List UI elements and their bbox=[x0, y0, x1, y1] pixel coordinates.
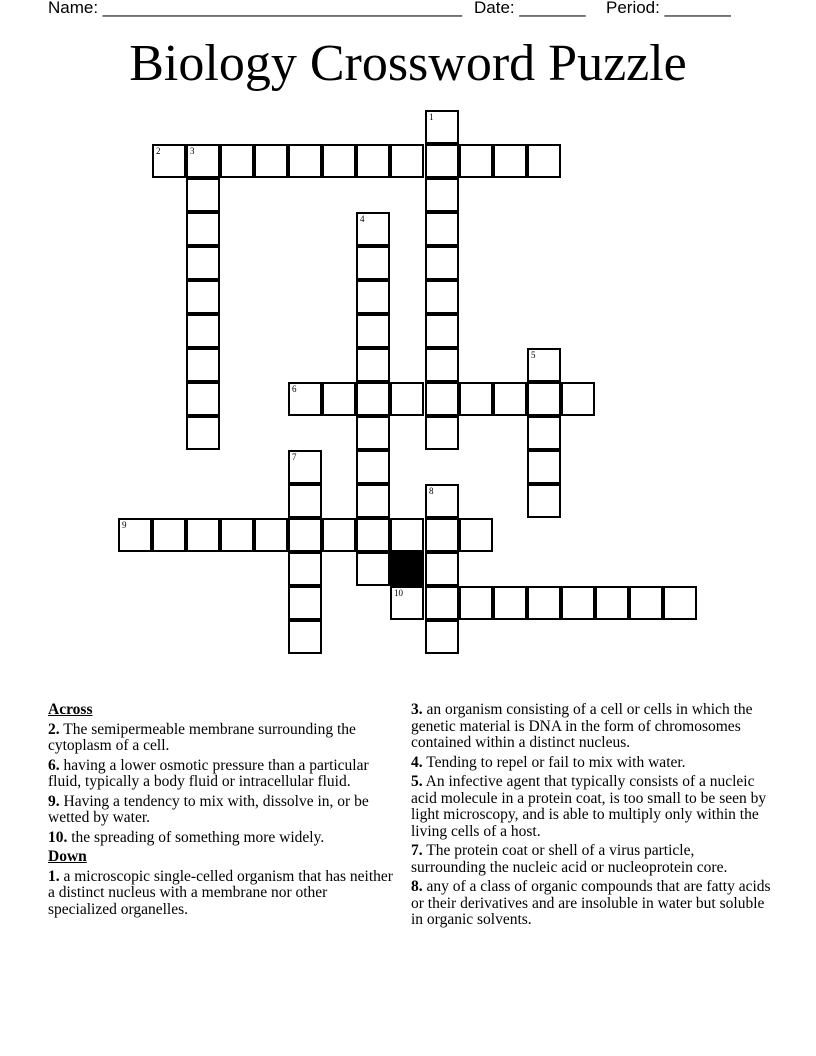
crossword-cell[interactable] bbox=[663, 586, 697, 620]
crossword-cell[interactable] bbox=[322, 144, 356, 178]
crossword-cell[interactable] bbox=[459, 586, 493, 620]
crossword-cell[interactable] bbox=[527, 348, 561, 382]
across-clue-6 bbox=[48, 758, 393, 791]
period-field-label[interactable]: Period: _______ bbox=[606, 0, 731, 17]
crossword-cell[interactable] bbox=[425, 178, 459, 212]
crossword-cell[interactable] bbox=[152, 518, 186, 552]
crossword-cell[interactable] bbox=[527, 484, 561, 518]
crossword-cell[interactable] bbox=[425, 552, 459, 586]
crossword-cell[interactable] bbox=[186, 144, 220, 178]
crossword-cell[interactable] bbox=[390, 382, 424, 416]
clue-number-label: 1 bbox=[429, 112, 434, 122]
crossword-cell[interactable] bbox=[356, 518, 390, 552]
crossword-cell[interactable] bbox=[425, 518, 459, 552]
crossword-cell[interactable] bbox=[152, 144, 186, 178]
crossword-cell[interactable] bbox=[186, 348, 220, 382]
crossword-cell[interactable] bbox=[425, 620, 459, 654]
down-clue-4 bbox=[411, 755, 771, 772]
crossword-cell[interactable] bbox=[186, 212, 220, 246]
clue-number: 10. bbox=[48, 828, 68, 846]
clue-text: The semipermeable membrane surrounding the cytoplasm of a cell. bbox=[48, 720, 356, 754]
crossword-cell[interactable] bbox=[288, 484, 322, 518]
crossword-cell[interactable] bbox=[322, 518, 356, 552]
crossword-cell[interactable] bbox=[425, 382, 459, 416]
clue-text: having a lower osmotic pressure than a particular fluid, typically a body fluid or intracellular fluid. bbox=[48, 756, 369, 790]
crossword-cell[interactable] bbox=[186, 416, 220, 450]
crossword-cell[interactable] bbox=[390, 144, 424, 178]
clue-number-label: 7 bbox=[292, 452, 297, 462]
crossword-cell[interactable] bbox=[254, 518, 288, 552]
name-field-label[interactable]: Name: ______________________________________ bbox=[48, 0, 463, 17]
crossword-cell[interactable] bbox=[493, 586, 527, 620]
crossword-cell[interactable] bbox=[561, 382, 595, 416]
clues-left-column bbox=[48, 702, 393, 921]
down-heading: Down bbox=[48, 848, 87, 865]
down-clue-3 bbox=[411, 702, 771, 752]
crossword-cell[interactable] bbox=[425, 110, 459, 144]
clues-right-column bbox=[411, 702, 771, 932]
clue-number: 8. bbox=[411, 878, 423, 895]
crossword-cell[interactable] bbox=[288, 450, 322, 484]
clue-number: 7. bbox=[411, 842, 423, 859]
crossword-cell[interactable] bbox=[425, 416, 459, 450]
clue-number-label: 6 bbox=[292, 384, 297, 394]
crossword-cell[interactable] bbox=[390, 586, 424, 620]
clue-number: 3. bbox=[411, 701, 423, 718]
crossword-cell[interactable] bbox=[356, 314, 390, 348]
clue-number-label: 5 bbox=[531, 350, 536, 360]
blocked-cell bbox=[390, 552, 424, 586]
crossword-cell[interactable] bbox=[288, 518, 322, 552]
down-clue-5 bbox=[411, 774, 771, 840]
crossword-cell[interactable] bbox=[288, 552, 322, 586]
clue-text: a microscopic single-celled organism that has neither a distinct nucleus with a membrane nor other specialized organelles. bbox=[48, 867, 393, 918]
crossword-cell[interactable] bbox=[254, 144, 288, 178]
clue-text: Tending to repel or fail to mix with water. bbox=[422, 753, 686, 771]
clue-number-label: 8 bbox=[429, 486, 434, 496]
crossword-cell[interactable] bbox=[288, 620, 322, 654]
crossword-cell[interactable] bbox=[220, 518, 254, 552]
crossword-cell[interactable] bbox=[493, 144, 527, 178]
crossword-cell[interactable] bbox=[425, 280, 459, 314]
crossword-cell[interactable] bbox=[356, 212, 390, 246]
date-field-label[interactable]: Date: _______ bbox=[474, 0, 586, 17]
crossword-cell[interactable] bbox=[356, 416, 390, 450]
crossword-cell[interactable] bbox=[356, 144, 390, 178]
crossword-cell[interactable] bbox=[629, 586, 663, 620]
crossword-cell[interactable] bbox=[425, 144, 459, 178]
clue-text: An infective agent that typically consists of a nucleic acid molecule in a protein coat, is too small to be seen by light microscopy, and is able to multiply only within the living cells of a host. bbox=[411, 773, 767, 840]
crossword-cell[interactable] bbox=[186, 280, 220, 314]
crossword-cell[interactable] bbox=[527, 416, 561, 450]
crossword-cell[interactable] bbox=[186, 178, 220, 212]
crossword-cell[interactable] bbox=[425, 246, 459, 280]
clue-text: any of a class of organic compounds that are fatty acids or their derivatives and are insoluble in water but soluble in organic solvents. bbox=[411, 878, 771, 928]
crossword-cell[interactable] bbox=[527, 144, 561, 178]
crossword-cell[interactable] bbox=[390, 518, 424, 552]
clue-number: 1. bbox=[48, 867, 60, 885]
crossword-cell[interactable] bbox=[459, 382, 493, 416]
crossword-cell[interactable] bbox=[186, 382, 220, 416]
crossword-cell[interactable] bbox=[356, 246, 390, 280]
crossword-cell[interactable] bbox=[356, 552, 390, 586]
clue-number: 9. bbox=[48, 792, 60, 810]
page-title: Biology Crossword Puzzle bbox=[129, 35, 687, 92]
clue-number: 6. bbox=[48, 756, 60, 774]
clue-text: The protein coat or shell of a virus particle, surrounding the nucleic acid or nucleoprotein core. bbox=[411, 842, 728, 876]
worksheet-header bbox=[48, 0, 731, 18]
crossword-cell[interactable] bbox=[595, 586, 629, 620]
across-heading: Across bbox=[48, 701, 93, 718]
crossword-cell[interactable] bbox=[288, 382, 322, 416]
clue-number-label: 4 bbox=[360, 214, 365, 224]
clue-text: an organism consisting of a cell or cells in which the genetic material is DNA in the form of chromosomes contained within a distinct nucleus. bbox=[411, 701, 753, 751]
crossword-cell[interactable] bbox=[527, 450, 561, 484]
crossword-cell[interactable] bbox=[527, 586, 561, 620]
across-clue-10 bbox=[48, 830, 393, 847]
clue-number-label: 2 bbox=[156, 146, 161, 156]
crossword-cell[interactable] bbox=[425, 484, 459, 518]
crossword-cell[interactable] bbox=[288, 144, 322, 178]
clue-number-label: 10 bbox=[394, 588, 403, 598]
crossword-cell[interactable] bbox=[118, 518, 152, 552]
crossword-cell[interactable] bbox=[186, 314, 220, 348]
crossword-cell[interactable] bbox=[356, 348, 390, 382]
crossword-cell[interactable] bbox=[322, 382, 356, 416]
clue-text: the spreading of something more widely. bbox=[67, 828, 325, 846]
crossword-cell[interactable] bbox=[459, 144, 493, 178]
crossword-cell[interactable] bbox=[288, 586, 322, 620]
clue-number-label: 9 bbox=[122, 520, 127, 530]
crossword-cell[interactable] bbox=[220, 144, 254, 178]
crossword-cell[interactable] bbox=[356, 484, 390, 518]
clue-number: 2. bbox=[48, 720, 60, 738]
crossword-cell[interactable] bbox=[527, 382, 561, 416]
down-clue-8 bbox=[411, 879, 771, 929]
crossword-cell[interactable] bbox=[425, 586, 459, 620]
crossword-cell[interactable] bbox=[425, 314, 459, 348]
crossword-cell[interactable] bbox=[425, 212, 459, 246]
crossword-cell[interactable] bbox=[356, 450, 390, 484]
clue-text: Having a tendency to mix with, dissolve in, or be wetted by water. bbox=[48, 792, 369, 826]
across-clue-9 bbox=[48, 794, 393, 827]
crossword-cell[interactable] bbox=[425, 348, 459, 382]
crossword-cell[interactable] bbox=[561, 586, 595, 620]
across-clue-2 bbox=[48, 722, 393, 755]
crossword-cell[interactable] bbox=[356, 280, 390, 314]
crossword-cell[interactable] bbox=[186, 518, 220, 552]
down-clue-1 bbox=[48, 869, 393, 919]
clue-number: 5. bbox=[411, 773, 423, 790]
crossword-cell[interactable] bbox=[186, 246, 220, 280]
crossword-cell[interactable] bbox=[356, 382, 390, 416]
crossword-cell[interactable] bbox=[459, 518, 493, 552]
clue-number: 4. bbox=[411, 753, 423, 771]
clue-number-label: 3 bbox=[190, 146, 195, 156]
down-clue-7 bbox=[411, 843, 771, 876]
crossword-cell[interactable] bbox=[493, 382, 527, 416]
